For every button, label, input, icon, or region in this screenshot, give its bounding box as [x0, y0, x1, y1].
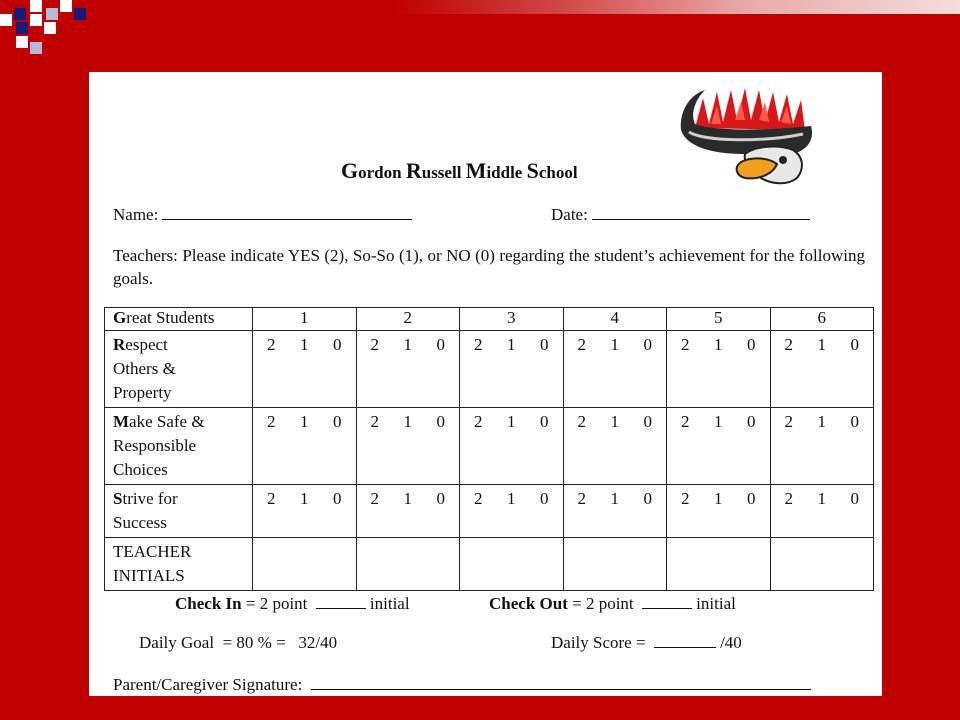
decor-square [46, 8, 58, 20]
period-header: 3 [460, 308, 564, 331]
score-cell[interactable]: 2 1 0 [667, 408, 771, 485]
top-decor-bar [0, 0, 960, 14]
decor-square [0, 14, 12, 26]
school-name-rest: chool [538, 163, 578, 182]
check-in-value: = 2 point [245, 594, 308, 613]
check-in-suffix: initial [369, 594, 410, 613]
score-cell[interactable]: 2 1 0 [770, 485, 874, 538]
decor-square [44, 22, 56, 34]
check-out-blank-line[interactable] [642, 594, 692, 609]
table-row [105, 485, 874, 538]
table-row [105, 408, 874, 485]
period-header: 4 [563, 308, 667, 331]
score-cell[interactable]: 2 1 0 [770, 408, 874, 485]
date-label: Date: [551, 205, 588, 224]
check-out-value: = 2 point [572, 594, 634, 613]
daily-score-blank-line[interactable] [654, 633, 716, 648]
score-cell[interactable]: 2 1 0 [460, 408, 564, 485]
school-name-cap: G [341, 158, 359, 183]
decor-square [60, 0, 72, 12]
score-cell[interactable]: 2 1 0 [563, 485, 667, 538]
score-cell[interactable]: 2 1 0 [356, 485, 460, 538]
decor-square [16, 22, 28, 34]
initials-cell[interactable] [563, 538, 667, 591]
school-name [341, 158, 578, 184]
initials-cell[interactable] [253, 538, 357, 591]
decor-square [30, 42, 42, 54]
check-out-label: Check Out [489, 594, 568, 613]
daily-score-suffix: /40 [720, 633, 742, 652]
signature-blank-line[interactable] [311, 675, 811, 690]
score-cell[interactable]: 2 1 0 [563, 331, 667, 408]
table-header-row [105, 308, 874, 331]
school-name-cap: R [405, 158, 422, 183]
date-field[interactable] [551, 205, 810, 225]
teacher-initials-label: TEACHER INITIALS [105, 538, 253, 591]
school-name-cap: M [465, 158, 487, 183]
daily-goal: Daily Goal = 80 % = 32/40 [139, 633, 338, 652]
period-header: 1 [253, 308, 357, 331]
score-cell[interactable]: 2 1 0 [356, 331, 460, 408]
goal-make-safe: Make Safe & Responsible Choices [105, 408, 253, 485]
score-cell[interactable]: 2 1 0 [770, 331, 874, 408]
period-header: 5 [667, 308, 771, 331]
score-cell[interactable]: 2 1 0 [460, 331, 564, 408]
decor-square [16, 36, 28, 48]
signature-label: Parent/Caregiver Signature: [113, 675, 303, 694]
school-name-cap: S [526, 158, 539, 183]
name-label: Name: [113, 205, 159, 224]
decor-square [74, 8, 86, 20]
decor-square [30, 0, 42, 12]
great-students-header: Great Students [105, 308, 253, 331]
table-row [105, 331, 874, 408]
table-row [105, 538, 874, 591]
goal-strive: Strive for Success [105, 485, 253, 538]
daily-score-line [551, 633, 742, 653]
school-name-rest: ordon [358, 163, 406, 182]
school-name-rest: ussell [421, 163, 466, 182]
date-blank-line[interactable] [592, 205, 810, 220]
decor-square [30, 14, 42, 26]
period-header: 6 [770, 308, 874, 331]
check-in-check-out-form [89, 72, 882, 696]
goal-respect: Respect Others & Property [105, 331, 253, 408]
school-name-rest: iddle [486, 163, 527, 182]
daily-score-label: Daily Score = [551, 633, 646, 652]
name-blank-line[interactable] [162, 205, 412, 220]
score-cell[interactable]: 2 1 0 [460, 485, 564, 538]
period-header: 2 [356, 308, 460, 331]
flaming-eagle-mascot-icon [675, 80, 821, 188]
score-cell[interactable]: 2 1 0 [253, 408, 357, 485]
score-cell[interactable]: 2 1 0 [563, 408, 667, 485]
decor-square [14, 8, 26, 20]
name-field[interactable] [113, 205, 412, 225]
score-cell[interactable]: 2 1 0 [667, 331, 771, 408]
score-cell[interactable]: 2 1 0 [356, 408, 460, 485]
check-in-label: Check In [175, 594, 242, 613]
check-in-blank-line[interactable] [316, 594, 366, 609]
initials-cell[interactable] [667, 538, 771, 591]
initials-cell[interactable] [460, 538, 564, 591]
initials-cell[interactable] [356, 538, 460, 591]
check-out-line [489, 594, 736, 614]
score-cell[interactable]: 2 1 0 [667, 485, 771, 538]
score-cell[interactable]: 2 1 0 [253, 485, 357, 538]
score-cell[interactable]: 2 1 0 [253, 331, 357, 408]
goals-table [104, 307, 874, 591]
top-gradient-band [90, 0, 960, 14]
teacher-instructions: Teachers: Please indicate YES (2), So-So (1), or NO (0) regarding the student’s achievement for the following goals. [113, 246, 865, 288]
check-in-line [175, 594, 410, 614]
signature-line [113, 675, 811, 695]
check-out-suffix: initial [696, 594, 736, 613]
initials-cell[interactable] [770, 538, 874, 591]
